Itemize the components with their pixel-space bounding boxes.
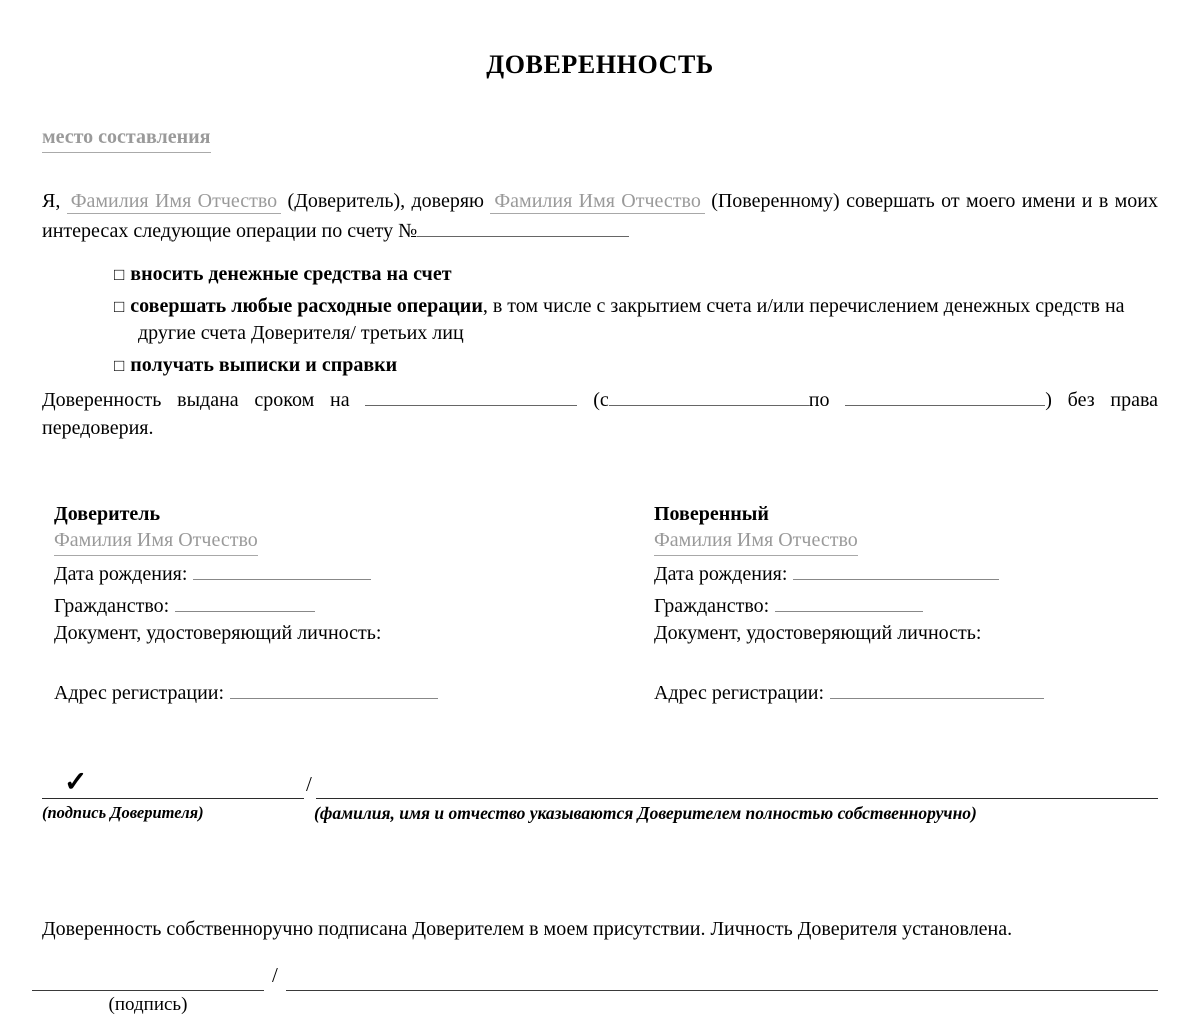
principal-signature-row [42,768,1158,824]
attorney-role-text: (Поверенному) совершать от моего имени и в моих интересах следующие операции по счету № [42,189,1159,242]
account-number-input[interactable] [417,215,629,237]
attorney-name-placeholder[interactable]: Фамилия Имя Отчество [490,190,704,214]
option-label-statements: получать выписки и справки [130,353,398,376]
intro-block [42,187,1158,442]
party-principal-birth-date-input[interactable] [193,558,371,580]
party-principal-address-input[interactable] [230,677,438,699]
option-item-statements[interactable] [114,352,1158,379]
party-attorney-id-document-label: Документ, удостоверяющий личность: [654,622,982,645]
witness-signature-line[interactable] [32,966,264,991]
principal-signature-captions [42,802,1158,824]
party-attorney-birth-date-label: Дата рождения: [654,563,788,586]
place-of-compilation-wrap [0,81,1200,153]
witness-signature-caption: (подпись) [108,994,188,1016]
checkbox-icon[interactable]: □ [114,296,125,316]
party-attorney-address-field [654,677,1158,707]
signature-slash-separator: / [306,772,312,797]
party-attorney-birth-date-field [654,558,1158,588]
option-detail-withdraw: , в том числе с закрытием счета и/или перечислением денежных средств на другие счета Доверителя/ третьих лиц [138,294,1125,344]
party-principal-citizenship-input[interactable] [175,590,315,612]
operations-option-list [42,261,1158,379]
parties-section [42,502,1158,707]
party-principal [42,502,600,707]
principal-signature-lines [42,768,1158,799]
party-principal-birth-date-label: Дата рождения: [54,563,188,586]
place-of-compilation: место составления [42,125,211,153]
checkbox-icon[interactable]: □ [114,264,125,284]
party-attorney-id-document-field [654,621,1158,647]
party-principal-address-field [54,677,600,707]
principal-role-text: (Доверитель), доверяю [287,189,484,212]
term-duration-input[interactable] [365,384,577,406]
witness-signature-lines [32,963,1158,991]
party-attorney-citizenship-input[interactable] [775,590,923,612]
witness-slash-separator: / [272,963,278,988]
intro-paragraph [42,187,1158,245]
term-prefix: Доверенность выдана сроком на [42,388,350,411]
principal-name-placeholder[interactable]: Фамилия Имя Отчество [67,190,281,214]
checkbox-icon[interactable]: □ [114,355,125,375]
witness-fullname-field[interactable] [286,966,1158,991]
witness-statement: Доверенность собственноручно подписана Доверителем в моем присутствии. Личность Доверителя установлена. [42,917,1013,940]
party-principal-citizenship-field [54,590,600,620]
party-principal-id-document-label: Документ, удостоверяющий личность: [54,622,382,645]
party-principal-title: Доверитель [54,502,161,525]
term-from-open: (с [593,388,609,411]
principal-fullname-line[interactable] [316,768,1158,799]
term-between: по [808,388,830,411]
term-no-delegation: права передоверия. [42,388,1159,439]
party-principal-citizenship-label: Гражданство: [54,594,170,617]
witness-signature-field[interactable] [32,966,264,991]
party-attorney-address-input[interactable] [830,677,1044,699]
party-attorney [600,502,1158,707]
term-date-to-input[interactable] [845,384,1045,406]
option-label-withdraw: совершать любые расходные операции [130,294,483,317]
party-attorney-citizenship-label: Гражданство: [654,594,770,617]
party-principal-id-document-field [54,621,600,647]
option-item-deposit[interactable] [114,261,1158,288]
intro-ya: Я, [42,189,61,212]
party-attorney-address-label: Адрес регистрации: [654,681,825,704]
party-principal-birth-date-field [54,558,600,588]
party-principal-address-label: Адрес регистрации: [54,681,225,704]
party-principal-name-placeholder[interactable]: Фамилия Имя Отчество [54,528,258,556]
party-attorney-title: Поверенный [654,502,769,525]
principal-signature-field[interactable] [42,768,304,799]
witness-signature-row [32,963,1158,1017]
term-date-from-input[interactable] [609,384,809,406]
principal-signature-caption: (подпись Доверителя) [42,803,204,823]
principal-fullname-caption: (фамилия, имя и отчество указываются Доверителем полностью собственноручно) [314,803,977,824]
party-attorney-name-placeholder[interactable]: Фамилия Имя Отчество [654,528,858,556]
checkmark-icon: ✓ [64,767,88,799]
option-label-deposit: вносить денежные средства на счет [130,262,452,285]
party-attorney-birth-date-input[interactable] [793,558,999,580]
witness-fullname-line[interactable] [286,966,1158,991]
party-attorney-citizenship-field [654,590,1158,620]
page-title: ДОВЕРЕННОСТЬ [486,50,714,79]
option-item-withdraw[interactable] [114,293,1158,347]
term-paragraph [42,384,1158,442]
term-close: ) без [1045,388,1095,411]
principal-fullname-field[interactable] [316,768,1158,799]
